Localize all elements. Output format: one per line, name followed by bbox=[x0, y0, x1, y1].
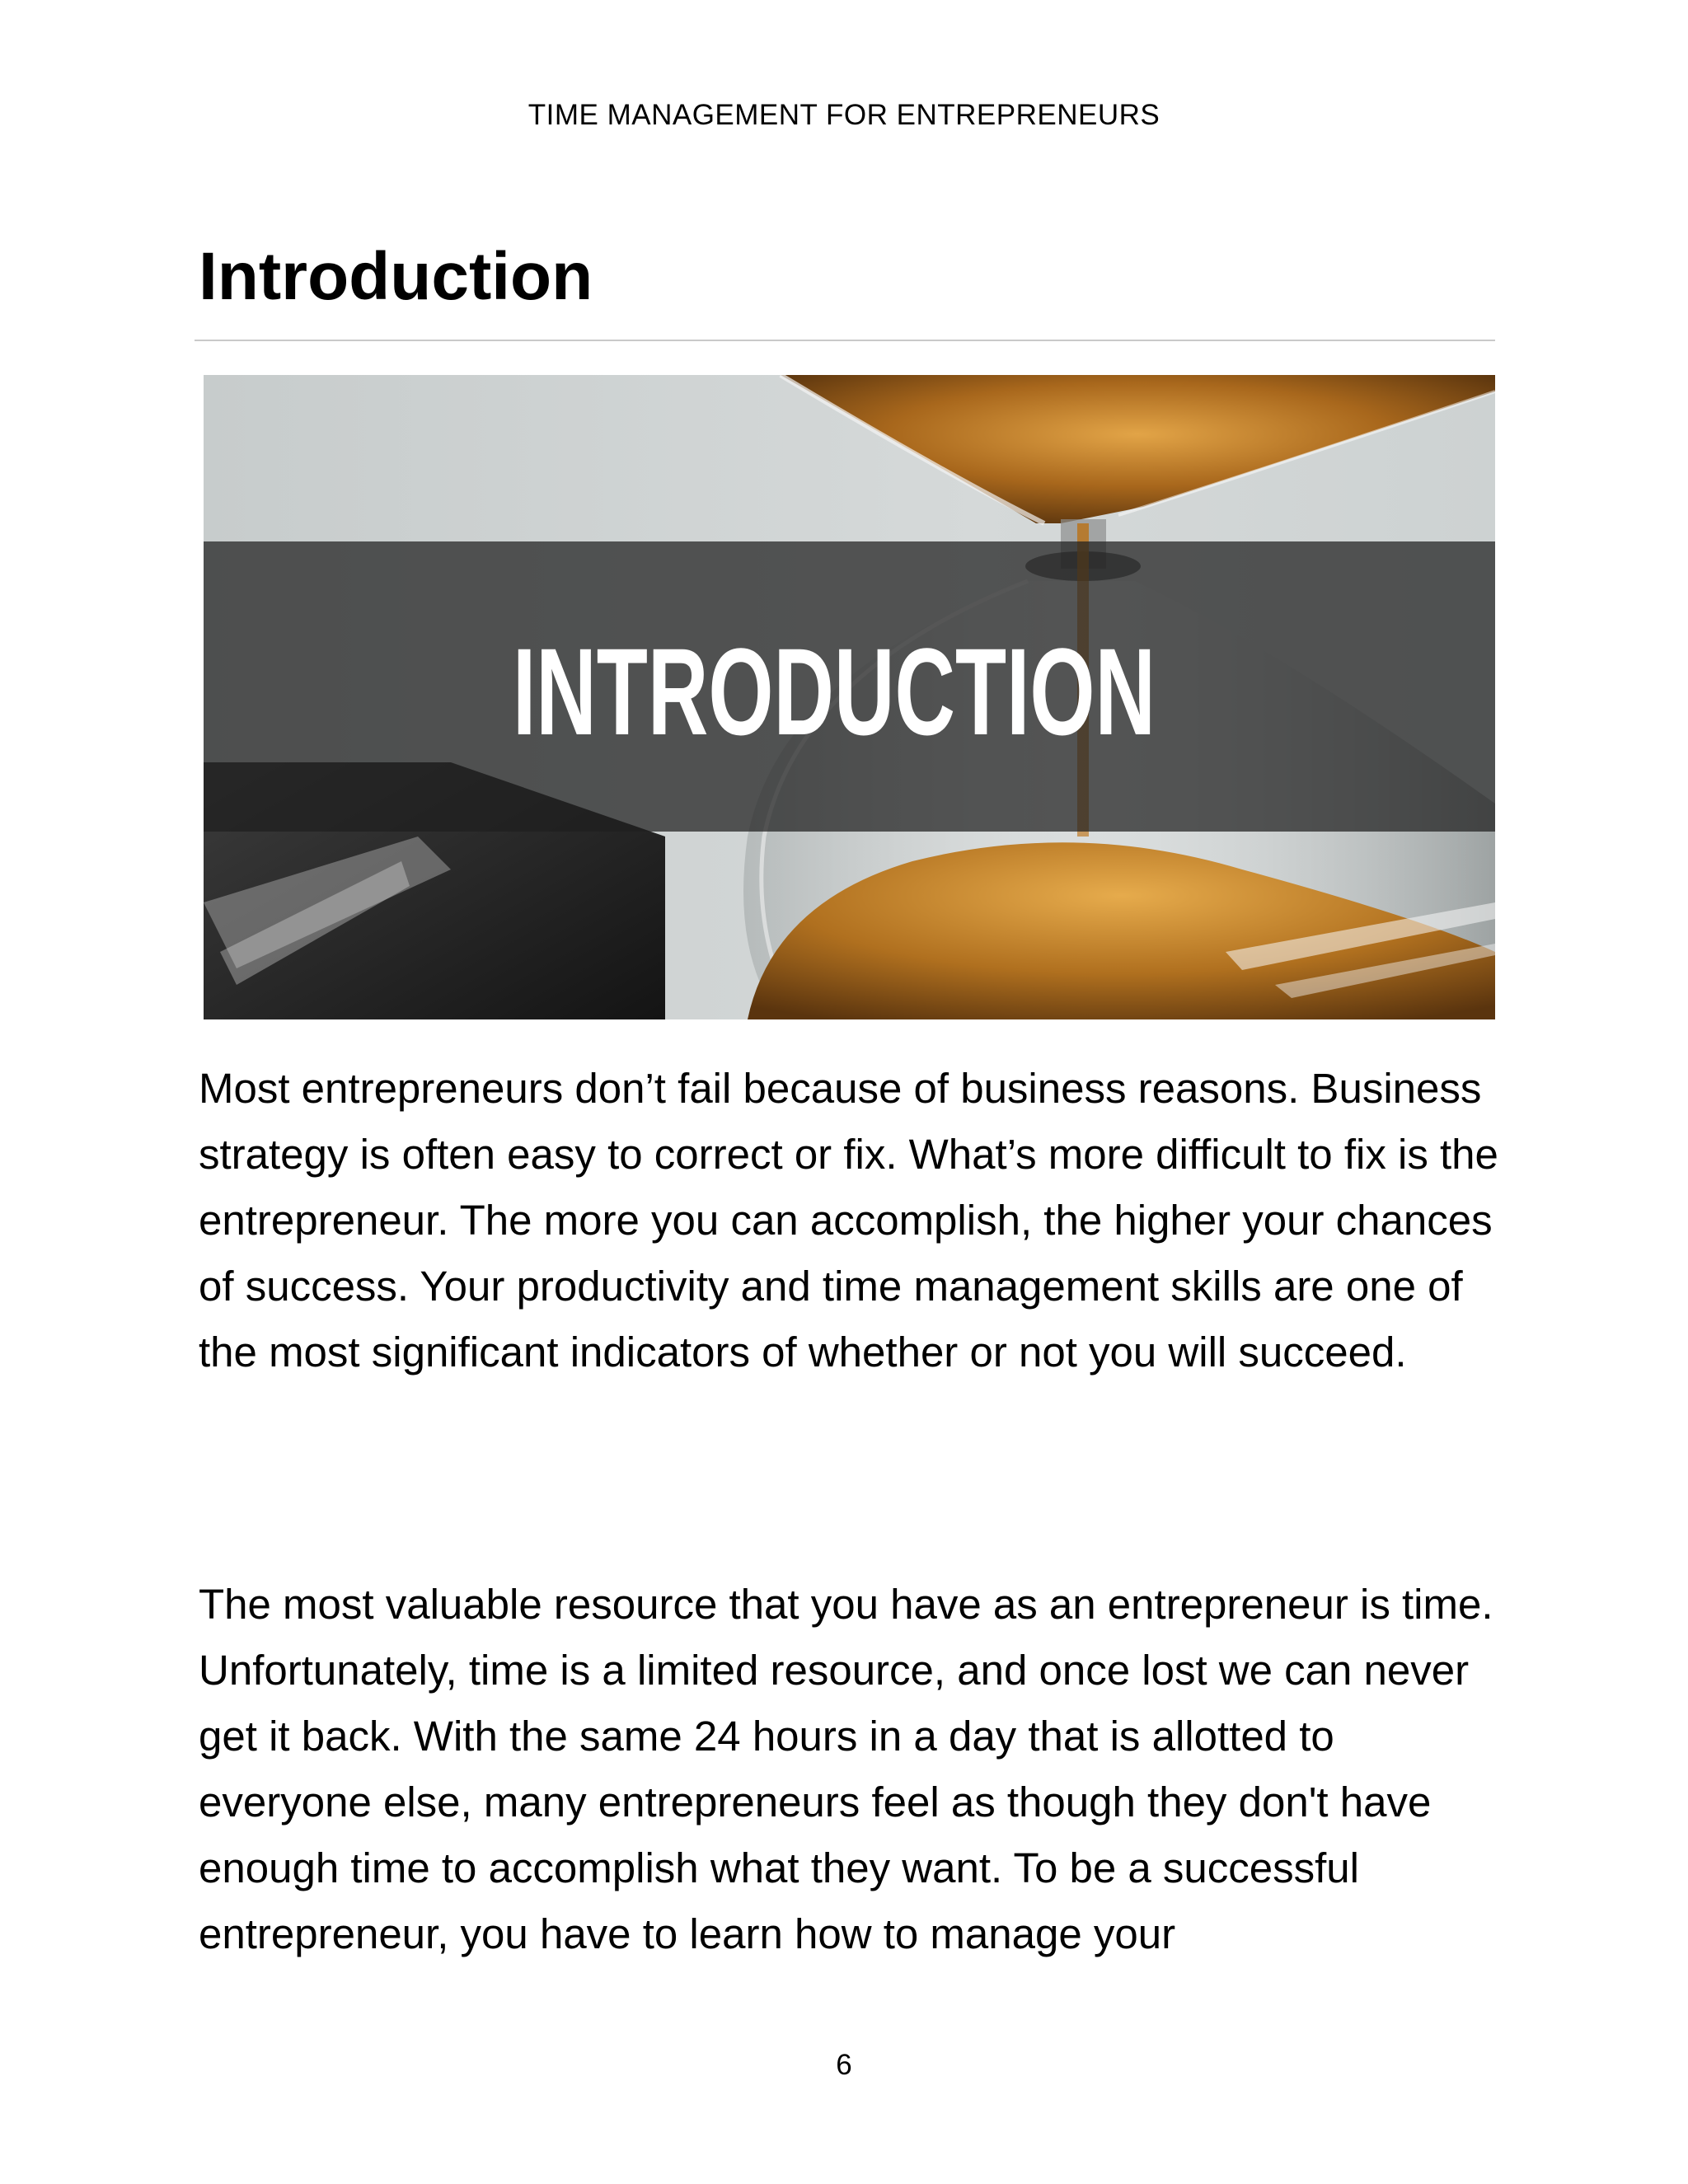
section-title: Introduction bbox=[199, 239, 593, 314]
hero-caption: INTRODUCTION bbox=[513, 622, 1156, 761]
title-divider bbox=[195, 340, 1495, 341]
page-number: 6 bbox=[836, 2049, 852, 2081]
hero-image bbox=[204, 375, 1495, 1019]
running-header: TIME MANAGEMENT FOR ENTREPRENEURS bbox=[528, 99, 1160, 131]
body-paragraph-1: Most entrepreneurs don’t fail because of business reasons. Business strategy is often easy to correct or fix. What’s more difficult to fix is the entrepreneur. The more you can accomplish, the higher your chances of success. Your productivity and time management skills are one of the most significant indicators of whether or not you will succeed. bbox=[199, 1065, 1498, 1376]
body-paragraph-2: The most valuable resource that you have as an entrepreneur is time. Unfortunately, time is a limited resource, and once lost we can never get it back. With the same 24 hours in a day that is allotted to everyone else, many entrepreneurs feel as though they don't have enough time to accomplish what they want. To be a successful entrepreneur, you have to learn how to manage your bbox=[199, 1581, 1493, 1957]
